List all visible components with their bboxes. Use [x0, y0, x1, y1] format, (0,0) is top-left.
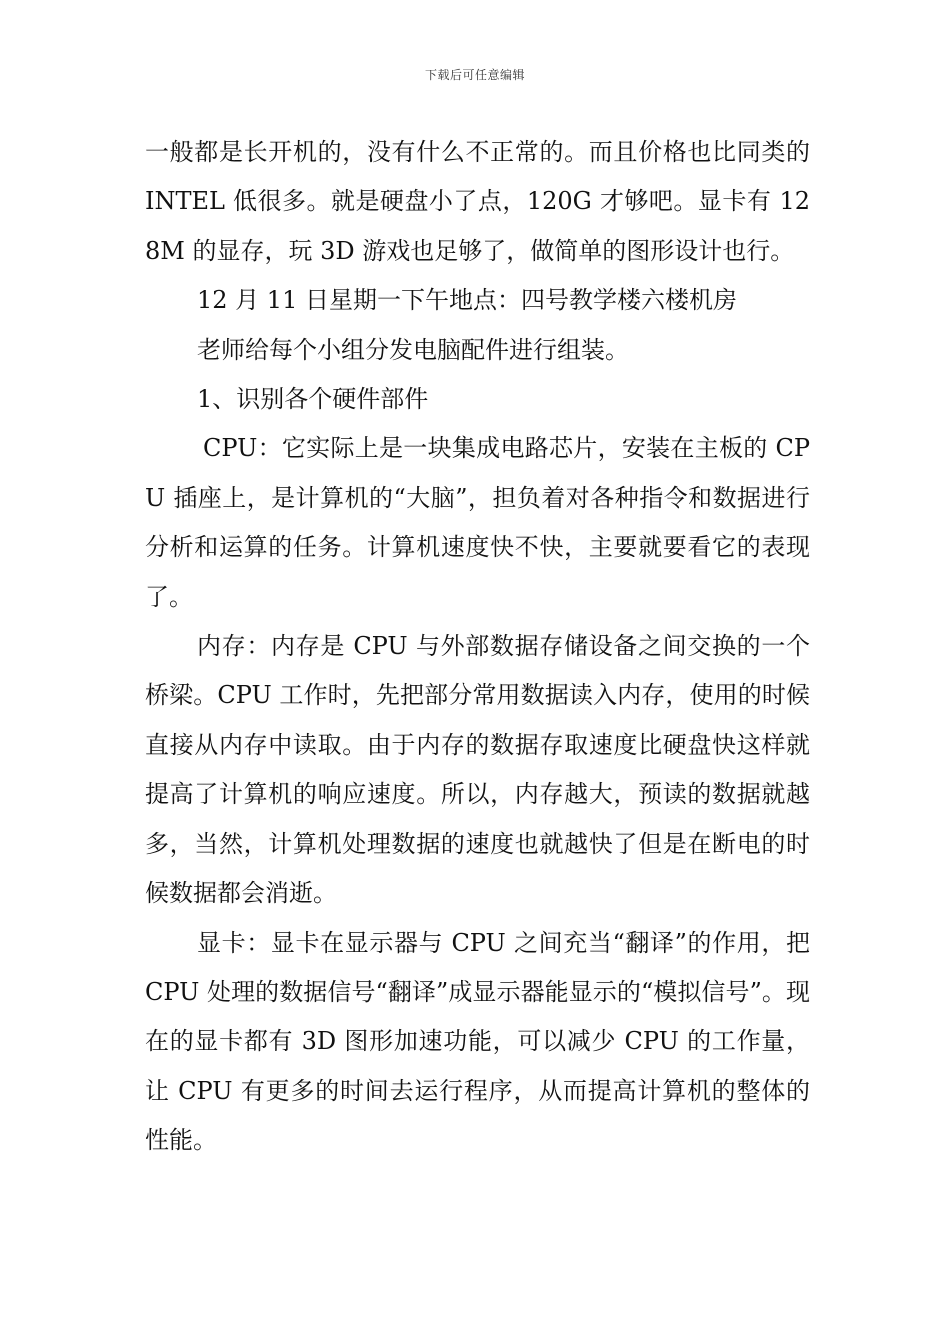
- paragraph-section-heading: 1、识别各个硬件部件: [197, 385, 429, 414]
- paragraph-cpu: CPU：它实际上是一块集成电路芯片，安装在主板的 CPU 插座上，是计算机的“大脑”，担负着对各种指令和数据进行分析和运算的任务。计算机速度快不快，主要就要看它的表现了。: [145, 434, 810, 611]
- paragraph-graphics-card: 显卡：显卡在显示器与 CPU 之间充当“翻译”的作用，把 CPU 处理的数据信号“翻译”成显示器能显示的“模拟信号”。现在的显卡都有 3D 图形加速功能，可以减少 CPU 的工作量，让 CPU 有更多的时间去运行程序，从而提高计算机的整体的性能。: [145, 928, 810, 1155]
- page-header: 下载后可任意编辑: [424, 68, 525, 82]
- paragraph-date-location: 12 月 11 日星期一下午地点：四号教学楼六楼机房: [197, 286, 737, 315]
- document-body: [145, 128, 810, 1166]
- paragraph-assembly-task: 老师给每个小组分发电脑配件进行组装。: [197, 335, 629, 364]
- paragraph-memory: 内存：内存是 CPU 与外部数据存储设备之间交换的一个桥梁。CPU 工作时，先把部分常用数据读入内存，使用的时候直接从内存中读取。由于内存的数据存取速度比硬盘快这样就提高了计算机的响应速度。所以，内存越大，预读的数据就越多，当然，计算机处理数据的速度也就越快了但是在断电的时候数据都会消逝。: [145, 632, 810, 908]
- paragraph-continuation: 一般都是长开机的，没有什么不正常的。而且价格也比同类的 INTEL 低很多。就是硬盘小了点，120G 才够吧。显卡有 128M 的显存，玩 3D 游戏也足够了，做简单的图形设计也行。: [145, 138, 810, 265]
